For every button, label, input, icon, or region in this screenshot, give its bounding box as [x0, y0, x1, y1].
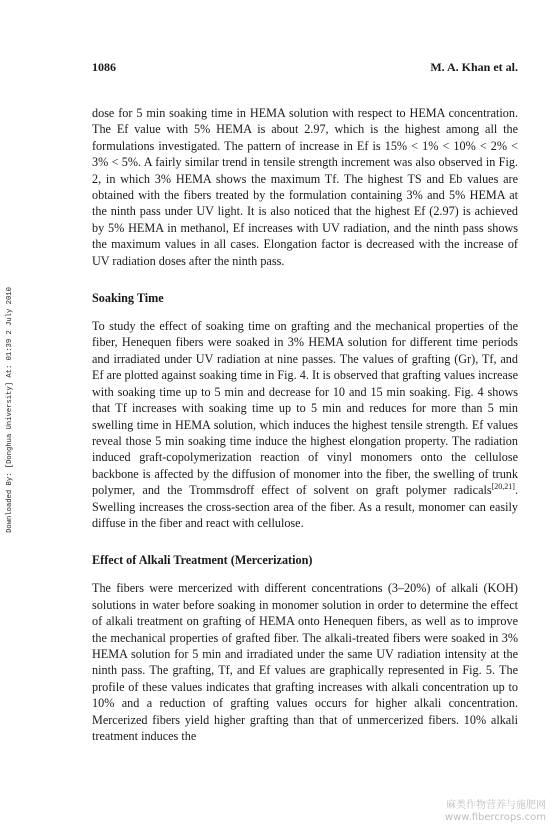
section-paragraph-alkali-treatment: The fibers were mercerized with different concentrations (3–20%) of alkali (KOH) solutions in water before soaking in monomer solution in order to determine the effect of alkali treatment on grafting of HEMA onto Henequen fibers, as well as to improve the mechanical properties of grafted fiber. The alkali-treated fibers were soaked in 3% HEMA solution for 5 min and irradiated under the same UV radiation intensity at the ninth pass. The grafting, Tf, and Ef values are graphically represented in Fig. 5. The profile of these values indicates that grafting increases with alkali concentration up to 10% and a reduction of grafting values occurs for higher alkali concentration. Mercerized fibers yield higher grafting than that of unmercerized fibers. 10% alkali treatment induces the — [92, 581, 518, 743]
section-heading-soaking-time: Soaking Time — [92, 291, 164, 306]
watermark-line-1: 麻类作物营养与施肥网 — [446, 800, 546, 811]
download-stamp-text: Downloaded By: [Donghua University] At: 01:39 2 July 2010 — [6, 287, 14, 533]
site-watermark — [445, 800, 546, 824]
page-content — [92, 60, 518, 744]
citation: [20,21] — [491, 482, 515, 492]
download-stamp — [0, 260, 20, 560]
running-authors: M. A. Khan et al. — [430, 60, 518, 74]
watermark-line-2: www.fibercrops.com — [444, 812, 546, 823]
running-head — [92, 60, 518, 75]
paragraph-text: To study the effect of soaking time on grafting and the mechanical properties of the fiber, Henequen fibers were soaked in 3% HEMA solution for different time periods and irradiated under UV radiation at nine passes. The values of grafting (Gr), Tf, and Ef are plotted against soaking time in Fig. 4. It is observed that grafting values increase with soaking time up to 5 min and decrease for 10 and 15 min soaking. Fig. 4 shows that Tf increases with soaking time up to 5 min and reduces for more than 5 min swelling time in HEMA solution, which induces the highest tensile strength. Ef values reveal those 5 min soaking time induce the highest elongation property. The radiation induced graft-copolymerization reaction of vinyl monomers onto the cellulose backbone is affected by the diffusion of monomer into the fiber, the swelling of trunk polymer, and the Trommsdroff effect of solvent on graft polymer radicals — [92, 319, 518, 498]
page-number: 1086 — [92, 60, 116, 74]
paragraph-text-continued: . Swelling increases the cross-section area of the fiber. As a result, monomer can easily diffuse in the fiber and react with cellulose. — [92, 483, 518, 530]
body-paragraph: dose for 5 min soaking time in HEMA solution with respect to HEMA concentration. The Ef value with 5% HEMA is about 2.97, which is the highest among all the formulations investigated. The pattern of increase in Ef is 15% < 1% < 10% < 2% < 3% < 5%. A fairly similar trend in tensile strength increment was also observed in Fig. 2, in which 3% HEMA shows the maximum Tf. The highest TS and Eb values are obtained with the fibers treated by the formulation containing 3% and 5% HEMA at the ninth pass under UV light. It is also noticed that the highest Ef (2.97) is achieved by 5% HEMA in methanol, Ef increases with UV radiation, and the ninth pass shows the maximum values in all cases. Elongation factor is decreased with the increase of UV radiation doses after the ninth pass. — [92, 106, 518, 268]
section-paragraph-soaking-time — [92, 318, 518, 531]
section-heading-alkali-treatment: Effect of Alkali Treatment (Mercerization) — [92, 553, 313, 568]
